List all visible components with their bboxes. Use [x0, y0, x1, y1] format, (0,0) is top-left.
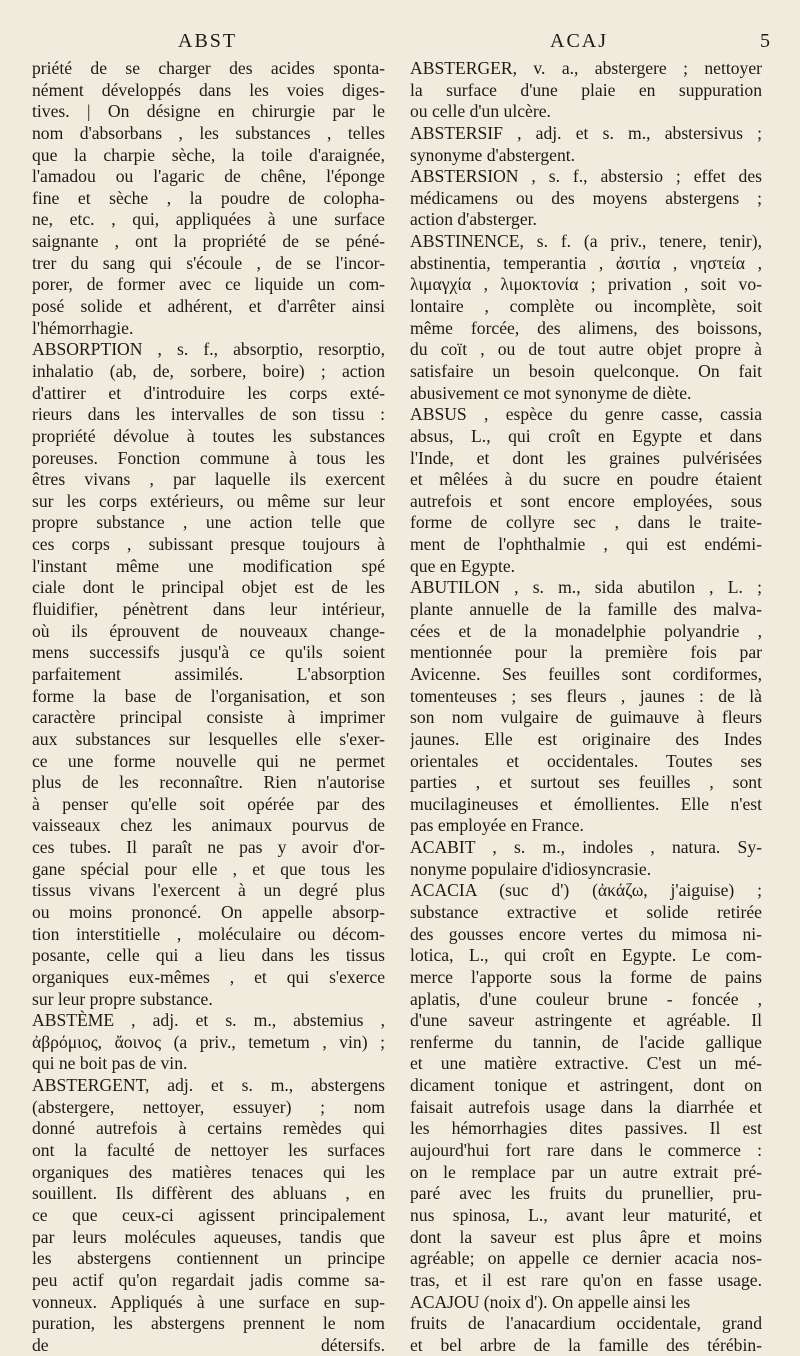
text-line: lontaire , complète ou incomplète, soit — [410, 296, 762, 317]
text-line: cées et de la monadelphie polyandrie , — [410, 620, 762, 641]
text-line: d'une saveur astringente et agréable. Il — [410, 1010, 762, 1031]
text-line: paré avec les fruits du prunellier, pru- — [410, 1183, 762, 1204]
text-line: (abstergere, nettoyer, essuyer) ; nom — [32, 1096, 385, 1117]
text-line: sur leur propre substance. — [32, 988, 213, 1009]
text-line: agréable; on appelle ce dernier acacia nos- — [410, 1248, 762, 1269]
text-line: aujourd'hui fort rare dans le commerce : — [410, 1140, 762, 1161]
text-line: ABSTÈME , adj. et s. m., abstemius , — [32, 1010, 385, 1031]
text-line: plante annuelle de la famille des malva- — [410, 599, 762, 620]
text-line: substance extractive et solide retirée — [410, 901, 762, 922]
text-line: et une matière extractive. C'est un mé- — [410, 1053, 762, 1074]
header-right-guide-word: ACAJ — [550, 30, 609, 52]
text-line: l'hémorrhagie. — [32, 317, 134, 338]
text-line: on le remplace par un autre extrait pré- — [410, 1161, 762, 1182]
text-line: action d'absterger. — [410, 209, 537, 230]
text-line: ont la faculté de nettoyer les surfaces — [32, 1140, 385, 1161]
text-line: par leurs molécules aqueuses, tandis que — [32, 1226, 385, 1247]
text-line: propriété dévolue à toutes les substances — [32, 425, 385, 446]
text-line: orientales et occidentales. Toutes ses — [410, 750, 762, 771]
text-line: porer, de former avec ce liquide un com- — [32, 274, 385, 295]
text-line: plus de les reconnaître. Rien n'autorise — [32, 772, 385, 793]
text-line: fruits de l'anacardium occidentale, grand — [410, 1313, 762, 1334]
text-line: poreuses. Fonction commune à tous les — [32, 447, 385, 468]
text-line: de détersifs. — [32, 1334, 385, 1355]
text-line: vaisseaux chez les animaux pourvus de — [32, 815, 385, 836]
text-line: peu actif qu'on regardait jadis comme sa- — [32, 1269, 385, 1290]
text-line: ou moins prononcé. On appelle absorp- — [32, 901, 385, 922]
text-line: aplatis, d'une couleur brune - foncée , — [410, 988, 762, 1009]
text-line: organiques eux-mêmes , et qui s'exerce — [32, 966, 385, 987]
text-line: ABSORPTION , s. f., absorptio, resorptio, — [32, 339, 385, 360]
text-line: ces corps , subissant presque toujours à — [32, 534, 385, 555]
text-line: les abstergens contiennent un principe — [32, 1248, 385, 1269]
text-line: ABSTERSION , s. f., abstersio ; effet des — [410, 166, 762, 187]
text-line: ABSTERGER, v. a., abstergere ; nettoyer — [410, 58, 762, 78]
text-line: ce que ceux-ci agissent principalement — [32, 1204, 385, 1225]
text-line: vonneux. Appliqués à une surface en sup- — [32, 1291, 385, 1312]
text-line: ABSTERSIF , adj. et s. m., abstersivus ; — [410, 122, 762, 143]
text-line: mens successifs jusqu'à ce qu'ils soient — [32, 642, 385, 663]
text-line: caractère principal consiste à imprimer — [32, 707, 385, 728]
text-line: ou celle d'un ulcère. — [410, 101, 551, 122]
text-line: forme la base de l'organisation, et son — [32, 685, 385, 706]
text-line: propre substance , une action telle que — [32, 512, 385, 533]
text-line: posante, celle qui a lieu dans les tissus — [32, 945, 385, 966]
text-line: trer du sang qui s'écoule , de se l'incor- — [32, 252, 385, 273]
text-line: nus spinosa, L., avant leur maturité, et — [410, 1204, 762, 1225]
text-line: nom d'absorbans , les substances , telles — [32, 122, 385, 143]
text-line: du coït , ou de tout autre objet propre à — [410, 339, 762, 360]
text-line: que en Egypte. — [410, 555, 516, 576]
text-line: posé solide et adhérent, et d'arrêter ainsi — [32, 296, 385, 317]
text-line: fluidifier, pénètrent dans leur intérieur, — [32, 599, 385, 620]
text-line: abstinentia, temperantia , ἀσιτία , νηστεία , — [410, 252, 762, 273]
text-line: merce l'apporte sous la forme de pains — [410, 966, 762, 987]
text-line: jaunes. Elle est originaire des Indes — [410, 728, 762, 749]
text-line: qui ne boit pas de vin. — [32, 1053, 188, 1074]
text-line: organiques des matières tenaces qui les — [32, 1161, 385, 1182]
text-line: rieurs dans les intervalles de son tissu : — [32, 404, 385, 425]
text-line: ABUTILON , s. m., sida abutilon , L. ; — [410, 577, 762, 598]
text-line: ciale dont le principal objet est de les — [32, 577, 385, 598]
text-line: puration, les abstergens prennent le nom — [32, 1313, 385, 1334]
text-line: dicament tonique et astringent, dont on — [410, 1075, 762, 1096]
left-text-column — [32, 58, 385, 1356]
text-line: absus, L., qui croît en Egypte et dans — [410, 425, 762, 446]
text-line: ACABIT , s. m., indoles , natura. Sy- — [410, 837, 762, 858]
text-line: que la charpie sèche, la toile d'araignée, — [32, 144, 385, 165]
text-line: des gousses encore vertes du mimosa ni- — [410, 923, 762, 944]
header-left-guide-word: ABST — [178, 30, 238, 52]
text-line: la surface d'une plaie en suppuration — [410, 79, 762, 100]
text-line: médicamens ou des moyens abstergens ; — [410, 187, 762, 208]
text-line: abusivement ce mot synonyme de diète. — [410, 382, 692, 403]
text-line: parties , et surtout ses feuilles , sont — [410, 772, 762, 793]
text-line: pas employée en France. — [410, 815, 584, 836]
text-line: ABSTERGENT, adj. et s. m., abstergens — [32, 1075, 385, 1096]
text-line: à penser qu'elle soit opérée par des — [32, 793, 385, 814]
text-line: saignante , ont la propriété de se péné- — [32, 231, 385, 252]
text-line: Avicenne. Ses feuilles sont cordiformes, — [410, 663, 762, 684]
text-line: ces tubes. Il paraît ne pas y avoir d'or- — [32, 837, 385, 858]
text-line: faisait autrefois usage dans la diarrhée et — [410, 1096, 762, 1117]
text-line: nonyme populaire d'idiosyncrasie. — [410, 858, 652, 879]
text-line: ment de l'ophthalmie , qui est endémi- — [410, 534, 762, 555]
text-line: tissus vivans l'exercent à un degré plus — [32, 880, 385, 901]
text-line: tomenteuses ; ses fleurs , jaunes : de là — [410, 685, 762, 706]
text-line: sur les corps extérieurs, ou même sur leur — [32, 490, 385, 511]
text-line: ABSTINENCE, s. f. (a priv., tenere, tenir), — [410, 231, 762, 252]
text-line: son nom vulgaire de guimauve à fleurs — [410, 707, 762, 728]
text-line: même forcée, des alimens, des boissons, — [410, 317, 762, 338]
text-line: ne, etc. , qui, appliquées à une surface — [32, 209, 385, 230]
right-text-column — [410, 58, 762, 1356]
text-line: mucilagineuses et émollientes. Elle n'est — [410, 793, 762, 814]
text-line: lotica, L., qui croît en Egypte. Le com- — [410, 945, 762, 966]
text-line: donné autrefois à certains remèdes qui — [32, 1118, 385, 1139]
text-line: aux substances sur lesquelles elle s'exer- — [32, 728, 385, 749]
running-header — [30, 30, 770, 58]
text-line: nément développés dans les voies diges- — [32, 79, 385, 100]
text-line: λιμαγχία , λιμοκτονία ; privation , soit vo- — [410, 274, 762, 295]
text-line: dont la saveur est plus âpre et moins — [410, 1226, 762, 1247]
text-line: et bel arbre de la famille des térébin- — [410, 1334, 762, 1355]
text-line: l'amadou ou l'agaric de chêne, l'éponge — [32, 166, 385, 187]
text-line: l'Inde, et dont les graines pulvérisées — [410, 447, 762, 468]
text-line: les hémorrhagies dites passives. Il est — [410, 1118, 762, 1139]
text-line: souillent. Ils diffèrent des abluans , en — [32, 1183, 385, 1204]
text-line: satisfaire un besoin quelconque. On fait — [410, 360, 762, 381]
text-line: inhalatio (ab, de, sorbere, boire) ; action — [32, 360, 385, 381]
text-line: tion interstitielle , moléculaire ou décom- — [32, 923, 385, 944]
text-line: ἀβρόμιος, ἄοινος (a priv., temetum , vin) ; — [32, 1031, 385, 1052]
page-number: 5 — [760, 30, 770, 52]
text-line: tives. | On désigne en chirurgie par le — [32, 101, 385, 122]
text-line: ACAJOU (noix d'). On appelle ainsi les — [410, 1291, 691, 1312]
text-line: et mêlées à du sucre en poudre étaient — [410, 469, 762, 490]
text-line: d'attirer et d'introduire les corps exté- — [32, 382, 385, 403]
text-line: ACACIA (suc d') (ἀκάζω, j'aiguise) ; — [410, 880, 762, 901]
text-line: tras, et il est rare qu'on en fasse usage. — [410, 1269, 762, 1290]
text-line: l'instant même une modification spé — [32, 555, 385, 576]
text-line: ABSUS , espèce du genre casse, cassia — [410, 404, 762, 425]
text-line: renferme du tannin, de l'acide gallique — [410, 1031, 762, 1052]
text-line: ce une forme nouvelle qui ne permet — [32, 750, 385, 771]
text-line: où ils éprouvent de nouveaux change- — [32, 620, 385, 641]
text-line: synonyme d'abstergent. — [410, 144, 576, 165]
text-line: priété de se charger des acides sponta- — [32, 58, 385, 78]
text-line: autrefois et sont encore employées, sous — [410, 490, 762, 511]
text-line: fine et sèche , la poudre de colopha- — [32, 187, 385, 208]
text-line: mentionnée pour la première fois par — [410, 642, 762, 663]
text-line: forme de collyre sec , dans le traite- — [410, 512, 762, 533]
text-line: gane spécial pour elle , et que tous les — [32, 858, 385, 879]
text-line: êtres vivans , par laquelle ils exercent — [32, 469, 385, 490]
text-line: parfaitement assimilés. L'absorption — [32, 663, 385, 684]
